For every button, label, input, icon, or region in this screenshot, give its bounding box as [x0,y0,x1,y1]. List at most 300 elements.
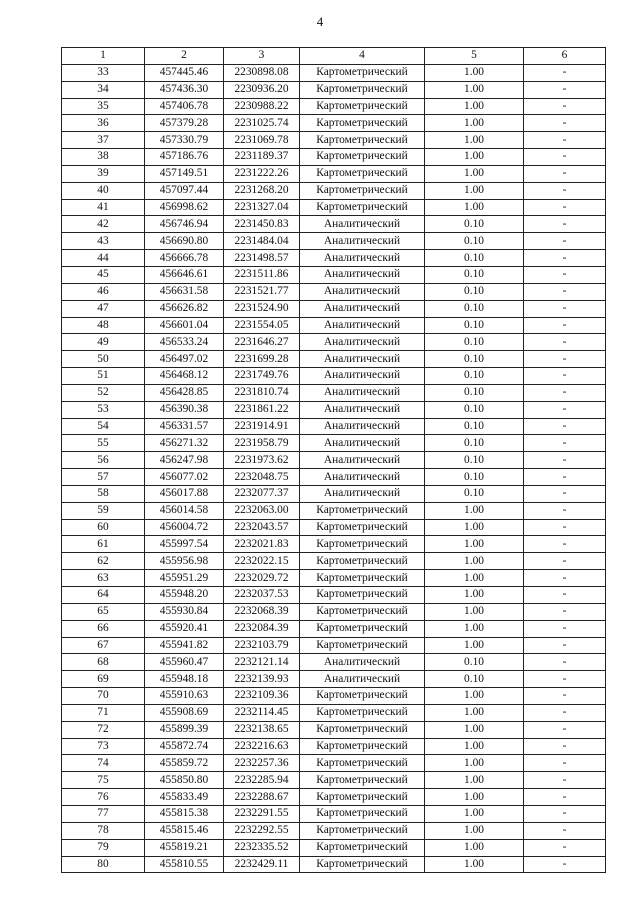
table-row [62,805,606,822]
point-number-cell: 36 [62,115,145,132]
x-coordinate-cell: 457149.51 [145,165,224,182]
method-cell: Картометрический [300,98,425,115]
table-row [62,822,606,839]
table-row [62,536,606,553]
method-cell: Аналитический [300,334,425,351]
y-coordinate-cell: 2232103.79 [224,637,300,654]
method-cell: Картометрический [300,519,425,536]
accuracy-cell: 0.10 [425,334,524,351]
x-coordinate-cell: 457436.30 [145,81,224,98]
point-number-cell: 72 [62,721,145,738]
x-coordinate-cell: 455960.47 [145,654,224,671]
note-cell: - [524,250,606,267]
point-number-cell: 38 [62,149,145,166]
point-number-cell: 68 [62,654,145,671]
table-row [62,637,606,654]
point-number-cell: 73 [62,738,145,755]
method-cell: Аналитический [300,317,425,334]
x-coordinate-cell: 455850.80 [145,772,224,789]
y-coordinate-cell: 2232429.11 [224,856,300,873]
table-row [62,603,606,620]
y-coordinate-cell: 2232216.63 [224,738,300,755]
y-coordinate-cell: 2231511.86 [224,266,300,283]
table-row [62,587,606,604]
point-number-cell: 59 [62,502,145,519]
method-cell: Картометрический [300,856,425,873]
method-cell: Картометрический [300,587,425,604]
method-cell: Картометрический [300,182,425,199]
y-coordinate-cell: 2231025.74 [224,115,300,132]
table-row [62,334,606,351]
accuracy-cell: 0.10 [425,654,524,671]
point-number-cell: 63 [62,570,145,587]
method-cell: Аналитический [300,418,425,435]
x-coordinate-cell: 456271.32 [145,435,224,452]
table-row [62,704,606,721]
y-coordinate-cell: 2231069.78 [224,132,300,149]
note-cell: - [524,519,606,536]
table-row [62,620,606,637]
note-cell: - [524,603,606,620]
coordinates-table [61,47,606,873]
table-row [62,502,606,519]
method-cell: Аналитический [300,452,425,469]
note-cell: - [524,570,606,587]
point-number-cell: 67 [62,637,145,654]
x-coordinate-cell: 456666.78 [145,250,224,267]
y-coordinate-cell: 2232109.36 [224,688,300,705]
note-cell: - [524,401,606,418]
table-row [62,182,606,199]
method-cell: Картометрический [300,822,425,839]
y-coordinate-cell: 2232292.55 [224,822,300,839]
accuracy-cell: 1.00 [425,620,524,637]
note-cell: - [524,300,606,317]
x-coordinate-cell: 457445.46 [145,64,224,81]
y-coordinate-cell: 2232285.94 [224,772,300,789]
note-cell: - [524,81,606,98]
y-coordinate-cell: 2232288.67 [224,789,300,806]
accuracy-cell: 0.10 [425,283,524,300]
table-row [62,216,606,233]
x-coordinate-cell: 455910.63 [145,688,224,705]
table-row [62,368,606,385]
x-coordinate-cell: 456646.61 [145,266,224,283]
note-cell: - [524,266,606,283]
x-coordinate-cell: 456998.62 [145,199,224,216]
method-cell: Картометрический [300,738,425,755]
header-cell: 2 [145,48,224,65]
x-coordinate-cell: 456077.02 [145,469,224,486]
method-cell: Аналитический [300,485,425,502]
x-coordinate-cell: 456631.58 [145,283,224,300]
y-coordinate-cell: 2230936.20 [224,81,300,98]
note-cell: - [524,688,606,705]
y-coordinate-cell: 2231554.05 [224,317,300,334]
method-cell: Картометрический [300,536,425,553]
accuracy-cell: 0.10 [425,401,524,418]
point-number-cell: 64 [62,587,145,604]
point-number-cell: 65 [62,603,145,620]
method-cell: Картометрический [300,149,425,166]
y-coordinate-cell: 2231450.83 [224,216,300,233]
table-row [62,789,606,806]
y-coordinate-cell: 2232048.75 [224,469,300,486]
accuracy-cell: 1.00 [425,772,524,789]
table-row [62,485,606,502]
point-number-cell: 47 [62,300,145,317]
method-cell: Картометрический [300,789,425,806]
table-row [62,469,606,486]
note-cell: - [524,149,606,166]
x-coordinate-cell: 455815.38 [145,805,224,822]
note-cell: - [524,418,606,435]
y-coordinate-cell: 2231646.27 [224,334,300,351]
x-coordinate-cell: 455997.54 [145,536,224,553]
note-cell: - [524,856,606,873]
table-row [62,351,606,368]
method-cell: Картометрический [300,620,425,637]
y-coordinate-cell: 2231189.37 [224,149,300,166]
accuracy-cell: 1.00 [425,789,524,806]
accuracy-cell: 0.10 [425,351,524,368]
note-cell: - [524,553,606,570]
y-coordinate-cell: 2231222.26 [224,165,300,182]
point-number-cell: 55 [62,435,145,452]
y-coordinate-cell: 2231521.77 [224,283,300,300]
note-cell: - [524,351,606,368]
method-cell: Картометрический [300,637,425,654]
method-cell: Картометрический [300,570,425,587]
y-coordinate-cell: 2231861.22 [224,401,300,418]
accuracy-cell: 0.10 [425,671,524,688]
method-cell: Аналитический [300,671,425,688]
x-coordinate-cell: 455956.98 [145,553,224,570]
accuracy-cell: 0.10 [425,452,524,469]
y-coordinate-cell: 2232029.72 [224,570,300,587]
note-cell: - [524,536,606,553]
note-cell: - [524,98,606,115]
note-cell: - [524,637,606,654]
table-row [62,300,606,317]
header-row [62,48,606,65]
method-cell: Картометрический [300,772,425,789]
y-coordinate-cell: 2232139.93 [224,671,300,688]
accuracy-cell: 0.10 [425,368,524,385]
method-cell: Аналитический [300,384,425,401]
table-row [62,317,606,334]
x-coordinate-cell: 456017.88 [145,485,224,502]
header-cell: 5 [425,48,524,65]
point-number-cell: 49 [62,334,145,351]
table-row [62,839,606,856]
method-cell: Аналитический [300,283,425,300]
y-coordinate-cell: 2232291.55 [224,805,300,822]
point-number-cell: 45 [62,266,145,283]
x-coordinate-cell: 455833.49 [145,789,224,806]
accuracy-cell: 1.00 [425,839,524,856]
note-cell: - [524,216,606,233]
point-number-cell: 50 [62,351,145,368]
table-row [62,266,606,283]
y-coordinate-cell: 2231327.04 [224,199,300,216]
x-coordinate-cell: 457379.28 [145,115,224,132]
x-coordinate-cell: 456468.12 [145,368,224,385]
point-number-cell: 70 [62,688,145,705]
header-cell: 6 [524,48,606,65]
y-coordinate-cell: 2231268.20 [224,182,300,199]
note-cell: - [524,620,606,637]
method-cell: Картометрический [300,805,425,822]
note-cell: - [524,317,606,334]
x-coordinate-cell: 455930.84 [145,603,224,620]
accuracy-cell: 1.00 [425,519,524,536]
note-cell: - [524,485,606,502]
table-row [62,671,606,688]
page-number: 4 [316,14,324,29]
table-row [62,115,606,132]
accuracy-cell: 1.00 [425,149,524,166]
accuracy-cell: 1.00 [425,822,524,839]
accuracy-cell: 1.00 [425,64,524,81]
accuracy-cell: 0.10 [425,300,524,317]
note-cell: - [524,199,606,216]
accuracy-cell: 1.00 [425,570,524,587]
y-coordinate-cell: 2231810.74 [224,384,300,401]
note-cell: - [524,165,606,182]
x-coordinate-cell: 456247.98 [145,452,224,469]
point-number-cell: 57 [62,469,145,486]
y-coordinate-cell: 2231749.76 [224,368,300,385]
x-coordinate-cell: 455819.21 [145,839,224,856]
x-coordinate-cell: 455810.55 [145,856,224,873]
note-cell: - [524,839,606,856]
y-coordinate-cell: 2232257.36 [224,755,300,772]
method-cell: Картометрический [300,199,425,216]
header-cell: 4 [300,48,425,65]
point-number-cell: 79 [62,839,145,856]
point-number-cell: 43 [62,233,145,250]
method-cell: Картометрический [300,755,425,772]
method-cell: Картометрический [300,839,425,856]
note-cell: - [524,671,606,688]
x-coordinate-cell: 455815.46 [145,822,224,839]
table-row [62,519,606,536]
table-row [62,384,606,401]
x-coordinate-cell: 457186.76 [145,149,224,166]
point-number-cell: 58 [62,485,145,502]
accuracy-cell: 0.10 [425,418,524,435]
accuracy-cell: 1.00 [425,98,524,115]
x-coordinate-cell: 455941.82 [145,637,224,654]
point-number-cell: 56 [62,452,145,469]
point-number-cell: 37 [62,132,145,149]
table-row [62,250,606,267]
accuracy-cell: 1.00 [425,603,524,620]
table-body [62,64,606,873]
method-cell: Аналитический [300,351,425,368]
table-row [62,98,606,115]
note-cell: - [524,452,606,469]
point-number-cell: 54 [62,418,145,435]
accuracy-cell: 0.10 [425,485,524,502]
method-cell: Аналитический [300,368,425,385]
table-row [62,772,606,789]
note-cell: - [524,805,606,822]
accuracy-cell: 1.00 [425,704,524,721]
x-coordinate-cell: 455899.39 [145,721,224,738]
method-cell: Аналитический [300,233,425,250]
y-coordinate-cell: 2232084.39 [224,620,300,637]
x-coordinate-cell: 455951.29 [145,570,224,587]
accuracy-cell: 0.10 [425,469,524,486]
point-number-cell: 76 [62,789,145,806]
point-number-cell: 69 [62,671,145,688]
x-coordinate-cell: 455859.72 [145,755,224,772]
accuracy-cell: 0.10 [425,384,524,401]
x-coordinate-cell: 456601.04 [145,317,224,334]
table-row [62,283,606,300]
x-coordinate-cell: 456331.57 [145,418,224,435]
y-coordinate-cell: 2231524.90 [224,300,300,317]
table-row [62,688,606,705]
note-cell: - [524,64,606,81]
accuracy-cell: 0.10 [425,266,524,283]
accuracy-cell: 1.00 [425,688,524,705]
y-coordinate-cell: 2231498.57 [224,250,300,267]
note-cell: - [524,384,606,401]
y-coordinate-cell: 2230898.08 [224,64,300,81]
point-number-cell: 42 [62,216,145,233]
note-cell: - [524,789,606,806]
table-row [62,149,606,166]
accuracy-cell: 1.00 [425,721,524,738]
accuracy-cell: 1.00 [425,553,524,570]
accuracy-cell: 1.00 [425,805,524,822]
accuracy-cell: 1.00 [425,755,524,772]
method-cell: Аналитический [300,250,425,267]
point-number-cell: 33 [62,64,145,81]
accuracy-cell: 1.00 [425,637,524,654]
method-cell: Аналитический [300,266,425,283]
x-coordinate-cell: 457097.44 [145,182,224,199]
y-coordinate-cell: 2231699.28 [224,351,300,368]
accuracy-cell: 0.10 [425,250,524,267]
accuracy-cell: 1.00 [425,856,524,873]
y-coordinate-cell: 2232022.15 [224,553,300,570]
table-row [62,721,606,738]
table-row [62,654,606,671]
method-cell: Аналитический [300,435,425,452]
table-row [62,553,606,570]
point-number-cell: 80 [62,856,145,873]
note-cell: - [524,772,606,789]
method-cell: Картометрический [300,115,425,132]
method-cell: Аналитический [300,469,425,486]
note-cell: - [524,115,606,132]
table-row [62,233,606,250]
method-cell: Аналитический [300,216,425,233]
x-coordinate-cell: 456626.82 [145,300,224,317]
point-number-cell: 74 [62,755,145,772]
note-cell: - [524,502,606,519]
y-coordinate-cell: 2232043.57 [224,519,300,536]
x-coordinate-cell: 456428.85 [145,384,224,401]
header-cell: 1 [62,48,145,65]
method-cell: Картометрический [300,603,425,620]
method-cell: Картометрический [300,721,425,738]
point-number-cell: 35 [62,98,145,115]
point-number-cell: 60 [62,519,145,536]
accuracy-cell: 1.00 [425,502,524,519]
point-number-cell: 46 [62,283,145,300]
y-coordinate-cell: 2231958.79 [224,435,300,452]
table-row [62,132,606,149]
y-coordinate-cell: 2232121.14 [224,654,300,671]
x-coordinate-cell: 456533.24 [145,334,224,351]
point-number-cell: 62 [62,553,145,570]
table-row [62,452,606,469]
accuracy-cell: 1.00 [425,182,524,199]
accuracy-cell: 0.10 [425,216,524,233]
point-number-cell: 39 [62,165,145,182]
note-cell: - [524,654,606,671]
method-cell: Картометрический [300,502,425,519]
note-cell: - [524,233,606,250]
note-cell: - [524,435,606,452]
point-number-cell: 41 [62,199,145,216]
table-row [62,199,606,216]
point-number-cell: 51 [62,368,145,385]
point-number-cell: 40 [62,182,145,199]
accuracy-cell: 0.10 [425,233,524,250]
method-cell: Картометрический [300,688,425,705]
table-row [62,418,606,435]
x-coordinate-cell: 456497.02 [145,351,224,368]
point-number-cell: 44 [62,250,145,267]
point-number-cell: 52 [62,384,145,401]
y-coordinate-cell: 2232114.45 [224,704,300,721]
note-cell: - [524,755,606,772]
method-cell: Аналитический [300,654,425,671]
y-coordinate-cell: 2232335.52 [224,839,300,856]
method-cell: Аналитический [300,300,425,317]
table-row [62,64,606,81]
x-coordinate-cell: 455908.69 [145,704,224,721]
header-cell: 3 [224,48,300,65]
table-row [62,401,606,418]
point-number-cell: 78 [62,822,145,839]
point-number-cell: 53 [62,401,145,418]
accuracy-cell: 1.00 [425,132,524,149]
accuracy-cell: 1.00 [425,536,524,553]
y-coordinate-cell: 2231914.91 [224,418,300,435]
note-cell: - [524,334,606,351]
point-number-cell: 48 [62,317,145,334]
note-cell: - [524,704,606,721]
accuracy-cell: 0.10 [425,317,524,334]
x-coordinate-cell: 455948.20 [145,587,224,604]
x-coordinate-cell: 457330.79 [145,132,224,149]
note-cell: - [524,283,606,300]
accuracy-cell: 1.00 [425,81,524,98]
x-coordinate-cell: 455948.18 [145,671,224,688]
y-coordinate-cell: 2230988.22 [224,98,300,115]
y-coordinate-cell: 2232037.53 [224,587,300,604]
x-coordinate-cell: 455872.74 [145,738,224,755]
note-cell: - [524,182,606,199]
point-number-cell: 66 [62,620,145,637]
